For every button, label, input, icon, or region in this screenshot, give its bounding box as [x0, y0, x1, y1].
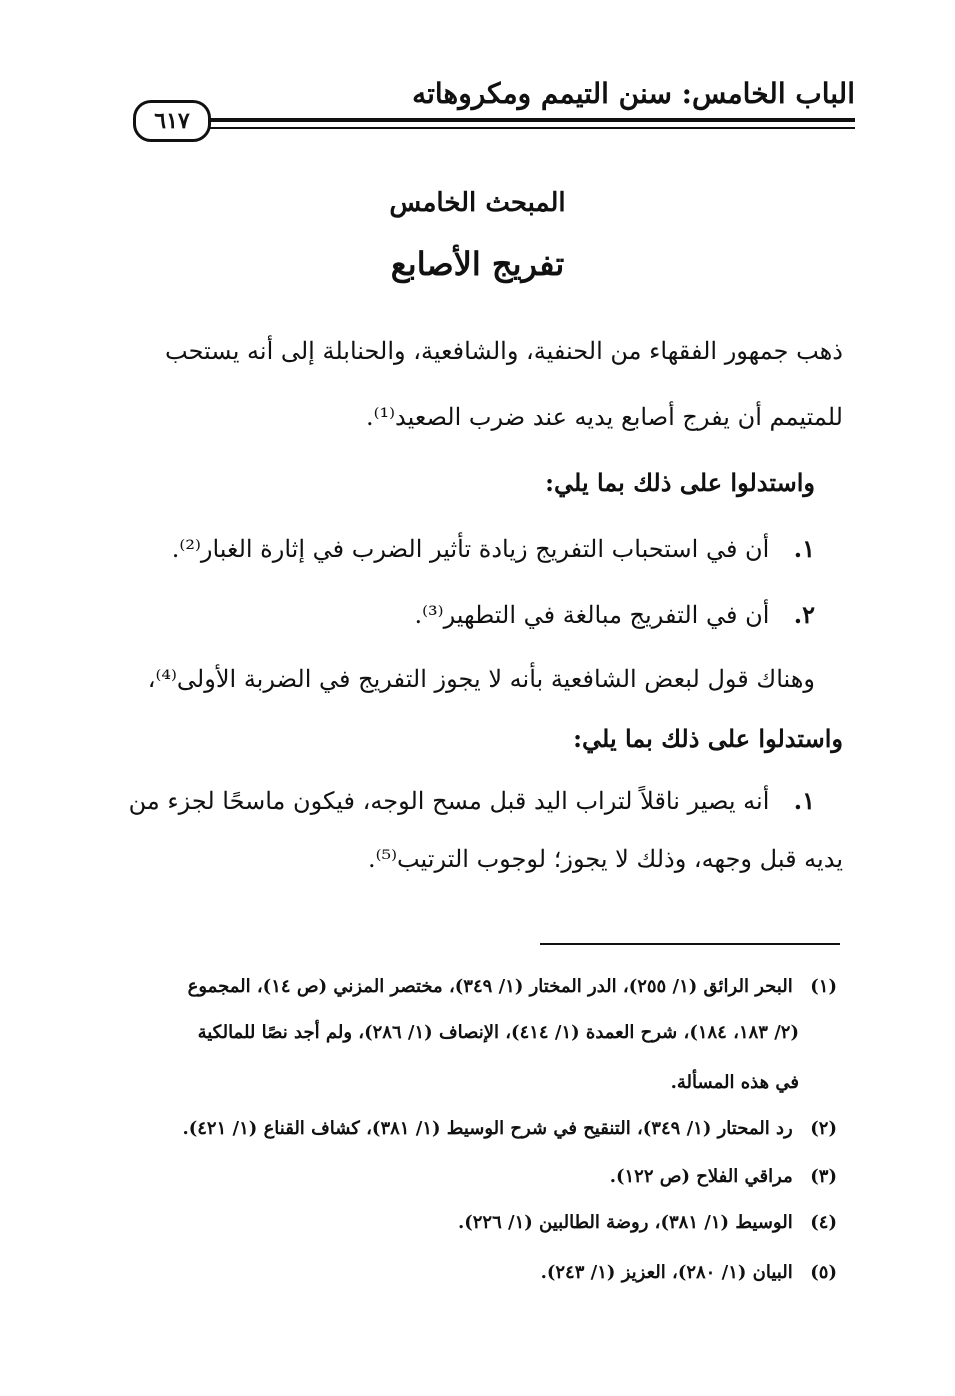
list-item-text: أن في استحباب التفريج زيادة تأثير الضرب في إثارة الغبار⁽²⁾.: [171, 535, 770, 563]
body-line: وهناك قول لبعض الشافعية بأنه لا يجوز التفريج في الضربة الأولى⁽⁴⁾،: [147, 665, 815, 693]
list-item: [415, 592, 815, 638]
list-item: [172, 526, 815, 572]
list-item: [129, 778, 815, 824]
footnote-number: (٣): [810, 1166, 837, 1187]
evidence-heading: واستدلوا على ذلك بما يلي:: [573, 724, 843, 753]
footnote: [610, 1160, 837, 1194]
footnote-text: البحر الرائق (١/ ٢٥٥)، الدر المختار (١/ ٣٤٩)، مختصر المزني (ص ١٤)، المجموع: [187, 976, 793, 997]
footnote-separator: [540, 943, 840, 945]
footnote-text: البيان (١/ ٢٨٠)، العزيز (١/ ٢٤٣).: [540, 1262, 793, 1283]
footnote-number: (٥): [810, 1262, 837, 1283]
body-line: ذهب جمهور الفقهاء من الحنفية، والشافعية، والحنابلة إلى أنه يستحب: [165, 337, 843, 365]
list-item-number: ٢.: [793, 600, 815, 629]
footnote-number: (٤): [810, 1212, 837, 1233]
footnote-text: رد المحتار (١/ ٣٤٩)، التنقيح في شرح الوسيط (١/ ٣٨١)، كشاف القناع (١/ ٤٢١).: [182, 1118, 793, 1139]
list-item-text: أن في التفريج مبالغة في التطهير⁽³⁾.: [414, 601, 770, 629]
page-number: ٦١٧: [133, 100, 211, 142]
footnote: [182, 1112, 837, 1146]
list-item-text: أنه يصير ناقلاً لتراب اليد قبل مسح الوجه، فيكون ماسحًا لجزء من: [128, 787, 770, 815]
section-title: تفريج الأصابع: [390, 245, 565, 283]
header-rule-thin: [208, 127, 855, 129]
list-item-number: ١.: [793, 786, 815, 815]
footnote-text: مراقي الفلاح (ص ١٢٢).: [609, 1166, 793, 1187]
footnote: [541, 1256, 837, 1290]
footnote-text: الوسيط (١/ ٣٨١)، روضة الطالبين (١/ ٢٢٦).: [457, 1212, 793, 1233]
body-line: للمتيمم أن يفرج أصابع يديه عند ضرب الصعيد⁽¹⁾.: [366, 403, 843, 431]
body-line: يديه قبل وجهه، وذلك لا يجوز؛ لوجوب الترتيب⁽⁵⁾.: [367, 845, 843, 873]
footnote-number: (١): [810, 976, 837, 997]
footnote: [458, 1206, 837, 1240]
footnote-continuation: في هذه المسألة.: [670, 1072, 799, 1093]
header-rule-thick: [208, 118, 855, 122]
running-header-title: الباب الخامس: سنن التيمم ومكروهاته: [412, 77, 855, 110]
section-label: المبحث الخامس: [389, 188, 566, 218]
evidence-heading: واستدلوا على ذلك بما يلي:: [545, 468, 815, 497]
footnote-continuation: (٢/ ١٨٣، ١٨٤)، شرح العمدة (١/ ٤١٤)، الإنصاف (١/ ٢٨٦)، ولم أجد نصًا للمالكية: [197, 1022, 799, 1043]
footnote-number: (٢): [810, 1118, 837, 1139]
list-item-number: ١.: [793, 534, 815, 563]
footnote: [188, 970, 837, 1004]
